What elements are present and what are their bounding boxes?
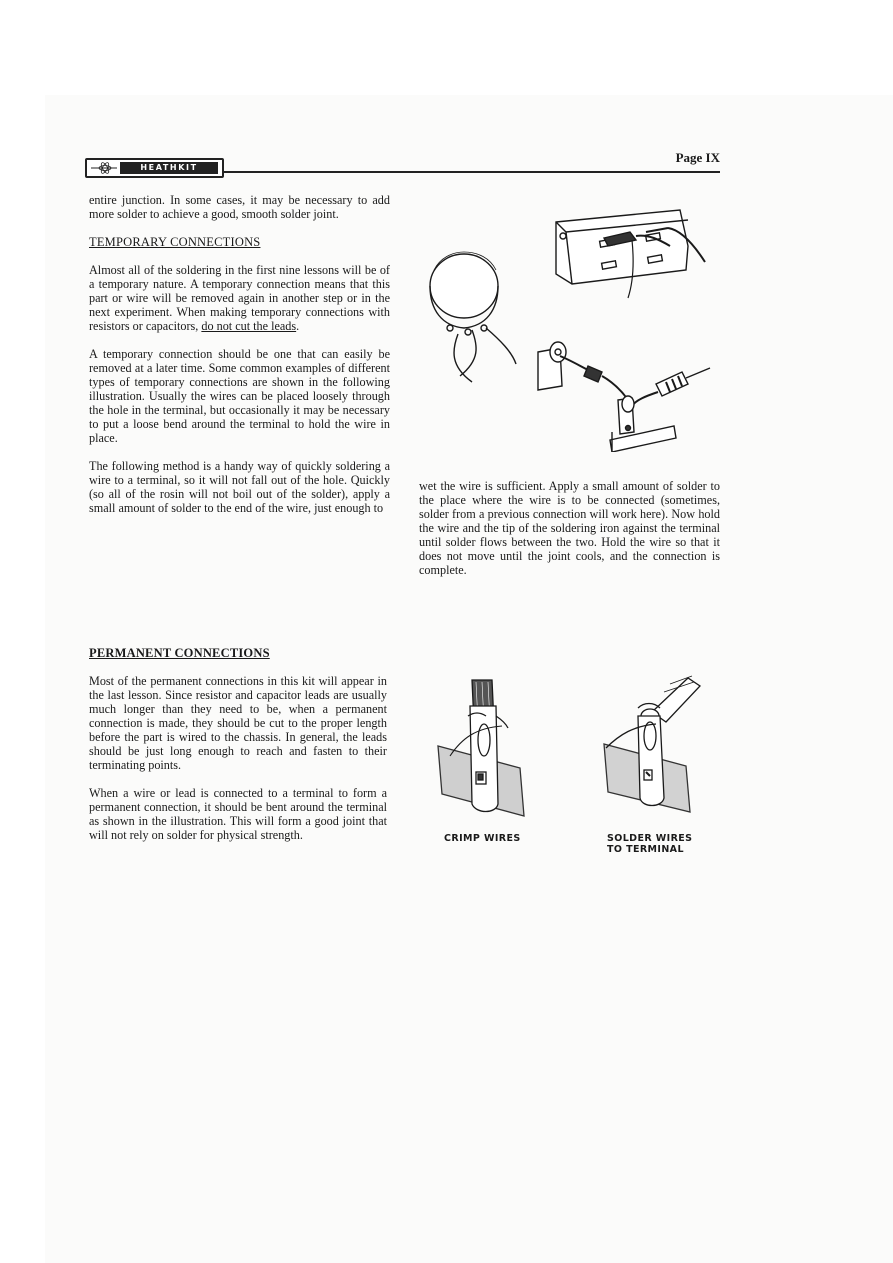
permanent-connections-heading: PERMANENT CONNECTIONS bbox=[89, 646, 270, 660]
page-number: Page IX bbox=[675, 150, 720, 165]
temporary-paragraph-4: wet the wire is sufficient. Apply a small amount of solder to the place where the wire is to be connected (sometimes, solder from a previous connection will work here). Now hold the wire and the tip of the soldering iron against the terminal until solder flows between the two. Hold the wire so that it does not move until the joint cools, and the connection is complete. bbox=[419, 479, 720, 577]
page-header bbox=[85, 150, 720, 176]
brand-logo bbox=[85, 158, 224, 178]
intro-paragraph: entire junction. In some cases, it may be necessary to add more solder to achieve a good, smooth solder joint. bbox=[89, 193, 390, 221]
solder-wires-caption bbox=[607, 833, 692, 855]
temporary-connections-illustration bbox=[420, 200, 720, 452]
permanent-paragraph-2: When a wire or lead is connected to a terminal to form a permanent connection, it should be bent around the terminal as shown in the illustration. This will form a good joint that will not rely on solder for physical strength. bbox=[89, 786, 387, 842]
temporary-paragraph-1-end: . bbox=[296, 319, 300, 333]
temporary-paragraph-1 bbox=[89, 263, 390, 333]
solder-caption-line-2: TO TERMINAL bbox=[607, 844, 684, 855]
crimp-wires-illustration bbox=[436, 676, 551, 826]
temporary-paragraph-1-text: Almost all of the soldering in the first nine lessons will be of a temporary nature. A temporary connection means that this part or wire will be removed again in another step or in the next experiment. When making temporary connections with resistors or capacitors, bbox=[89, 263, 390, 333]
solder-wires-illustration bbox=[600, 672, 715, 822]
temporary-paragraph-2: A temporary connection should be one that can easily be removed at a later time. Some common examples of different types of temporary connections are shown in the following illustration. Usually the wires can be placed loosely through the hole in the terminal, but occasionally it may be necessary to put a loose bend around the terminal to hold the wire in place. bbox=[89, 347, 390, 445]
bottom-left-column bbox=[89, 646, 387, 856]
do-not-cut-warning: do not cut the leads bbox=[201, 319, 297, 333]
permanent-paragraph-1: Most of the permanent connections in this kit will appear in the last lesson. Since resistor and capacitor leads are usually much longer than they need to be, when a permanent connection is made, they should be cut to the proper length before the part is wired to the chassis. In general, the leads should be just long enough to reach and fasten to their terminating points. bbox=[89, 674, 387, 772]
brand-name: HEATHKIT bbox=[120, 162, 218, 174]
temporary-connections-heading: TEMPORARY CONNECTIONS bbox=[89, 235, 261, 249]
temporary-paragraph-3: The following method is a handy way of quickly soldering a wire to a terminal, so it will not fall out of the hole. Quickly (so all of the rosin will not boil out of the solder), apply a small amount of solder to the end of the wire, just enough to bbox=[89, 459, 390, 515]
top-left-column bbox=[89, 193, 390, 529]
solder-caption-line-1: SOLDER WIRES bbox=[607, 833, 693, 844]
atom-logo-icon bbox=[91, 162, 117, 174]
top-right-column bbox=[419, 479, 720, 591]
header-rule bbox=[222, 171, 720, 173]
crimp-wires-caption: CRIMP WIRES bbox=[444, 833, 521, 844]
